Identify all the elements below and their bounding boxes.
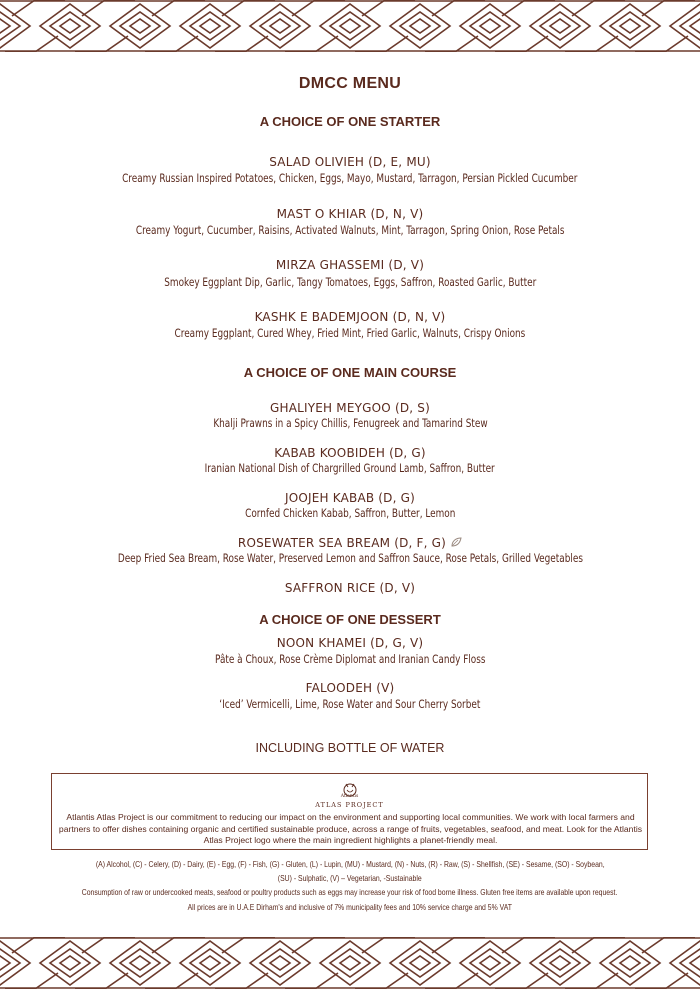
food-warning: Consumption of raw or undercooked meats, seafood or poultry products such as eggs may increase your risk of food borne illness. Gluten free items are available upon request. [82,887,618,897]
dish-name: SAFFRON RICE (D, V) [284,581,416,595]
dish-description: Smokey Eggplant Dip, Garlic, Tangy Tomatoes, Eggs, Saffron, Roasted Garlic, Butter [164,275,536,289]
pattern-motif [665,937,700,989]
dish-name: NOON KHAMEI (D, G, V) [276,636,424,650]
pattern-motif [455,937,525,989]
pattern-motif [0,937,35,989]
pattern-motif [525,937,595,989]
sustainable-leaf-icon [450,536,462,548]
dish-description: Deep Fried Sea Bream, Rose Water, Preserved Lemon and Saffron Sauce, Rose Petals, Grilled Vegetables [117,551,583,565]
dish-name: JOOJEH KABAB (D, G) [284,491,416,505]
pattern-motif [35,937,105,989]
dish-description: Khalji Prawns in a Spicy Chillis, Fenugreek and Tamarind Stew [212,416,488,430]
atlas-project-box [51,773,648,850]
starter-heading: A CHOICE OF ONE STARTER [259,114,441,129]
main-course-heading: A CHOICE OF ONE MAIN COURSE [243,365,457,380]
price-note: All prices are in U.A.E Dirham's and inclusive of 7% municipality fees and 10% service charge and 5% VAT [187,902,513,912]
dish-description: Cornfed Chicken Kabab, Saffron, Butter, Lemon [244,506,456,520]
water-note: INCLUDING BOTTLE OF WATER [255,741,445,755]
dish-description: Creamy Russian Inspired Potatoes, Chicken, Eggs, Mayo, Mustard, Tarragon, Persian Pickled Cucumber [122,171,578,185]
pattern-motif [245,937,315,989]
atlas-logo-small: Atlantis [340,794,359,799]
atlas-logo-text: ATLAS PROJECT [315,801,384,809]
atlas-project-logo-icon [52,780,647,803]
pattern-motif [175,937,245,989]
dish-name: MIRZA GHASSEMI (D, V) [275,258,425,272]
allergen-legend: (A) Alcohol, (C) - Celery, (D) - Dairy, (E) - Egg, (F) - Fish, (G) - Gluten, (L) - Lupin, (MU) - Mustard, (N) - Nuts, (R) - Raw, (S) - Shellfish, (SE) - Sesame, (SO) - Soybean, [95,859,605,869]
dish-name: FALOODEH (V) [305,681,395,695]
dish-description: Pâte à Choux, Rose Crème Diplomat and Iranian Candy Floss [214,652,486,666]
pattern-motif [105,937,175,989]
dish-description: Creamy Yogurt, Cucumber, Raisins, Activated Walnuts, Mint, Tarragon, Spring Onion, Rose Petals [135,223,565,237]
dish-name: MAST O KHIAR (D, N, V) [276,207,424,221]
dish-description: Creamy Eggplant, Cured Whey, Fried Mint, Fried Garlic, Walnuts, Crispy Onions [174,326,526,340]
menu-title: DMCC MENU [298,75,402,92]
dish-name: KABAB KOOBIDEH (D, G) [274,446,426,460]
pattern-motif [385,937,455,989]
atlas-description: Atlantis Atlas Project is our commitment to reducing our impact on the environment and supporting local communities. We work with local farmers and partners to offer dishes containing organic and certified sustainable produce, across a range of fruits, vegetables, seafood, and meat. Look for the Atlantis Atlas Project logo where the main ingredient highlights a planet-friendly meal. [58,812,643,845]
dish-name: GHALIYEH MEYGOO (D, S) [269,401,431,415]
pattern-motif [315,937,385,989]
dish-name-row [0,536,700,550]
dish-description: Iranian National Dish of Chargrilled Ground Lamb, Saffron, Butter [204,461,496,475]
pattern-motif [595,937,665,989]
dish-name: ROSEWATER SEA BREAM (D, F, G) [237,536,447,550]
bottom-pattern-border [0,937,700,989]
allergen-legend-2: (SU) - Sulphatic, (V) – Vegetarian, -Sustainable [278,873,422,883]
dish-name: KASHK E BADEMJOON (D, N, V) [254,310,446,324]
dish-name: SALAD OLIVIEH (D, E, MU) [269,155,431,169]
dish-description: ‘Iced’ Vermicelli, Lime, Rose Water and Sour Cherry Sorbet [219,697,481,711]
dessert-heading: A CHOICE OF ONE DESSERT [259,612,441,627]
